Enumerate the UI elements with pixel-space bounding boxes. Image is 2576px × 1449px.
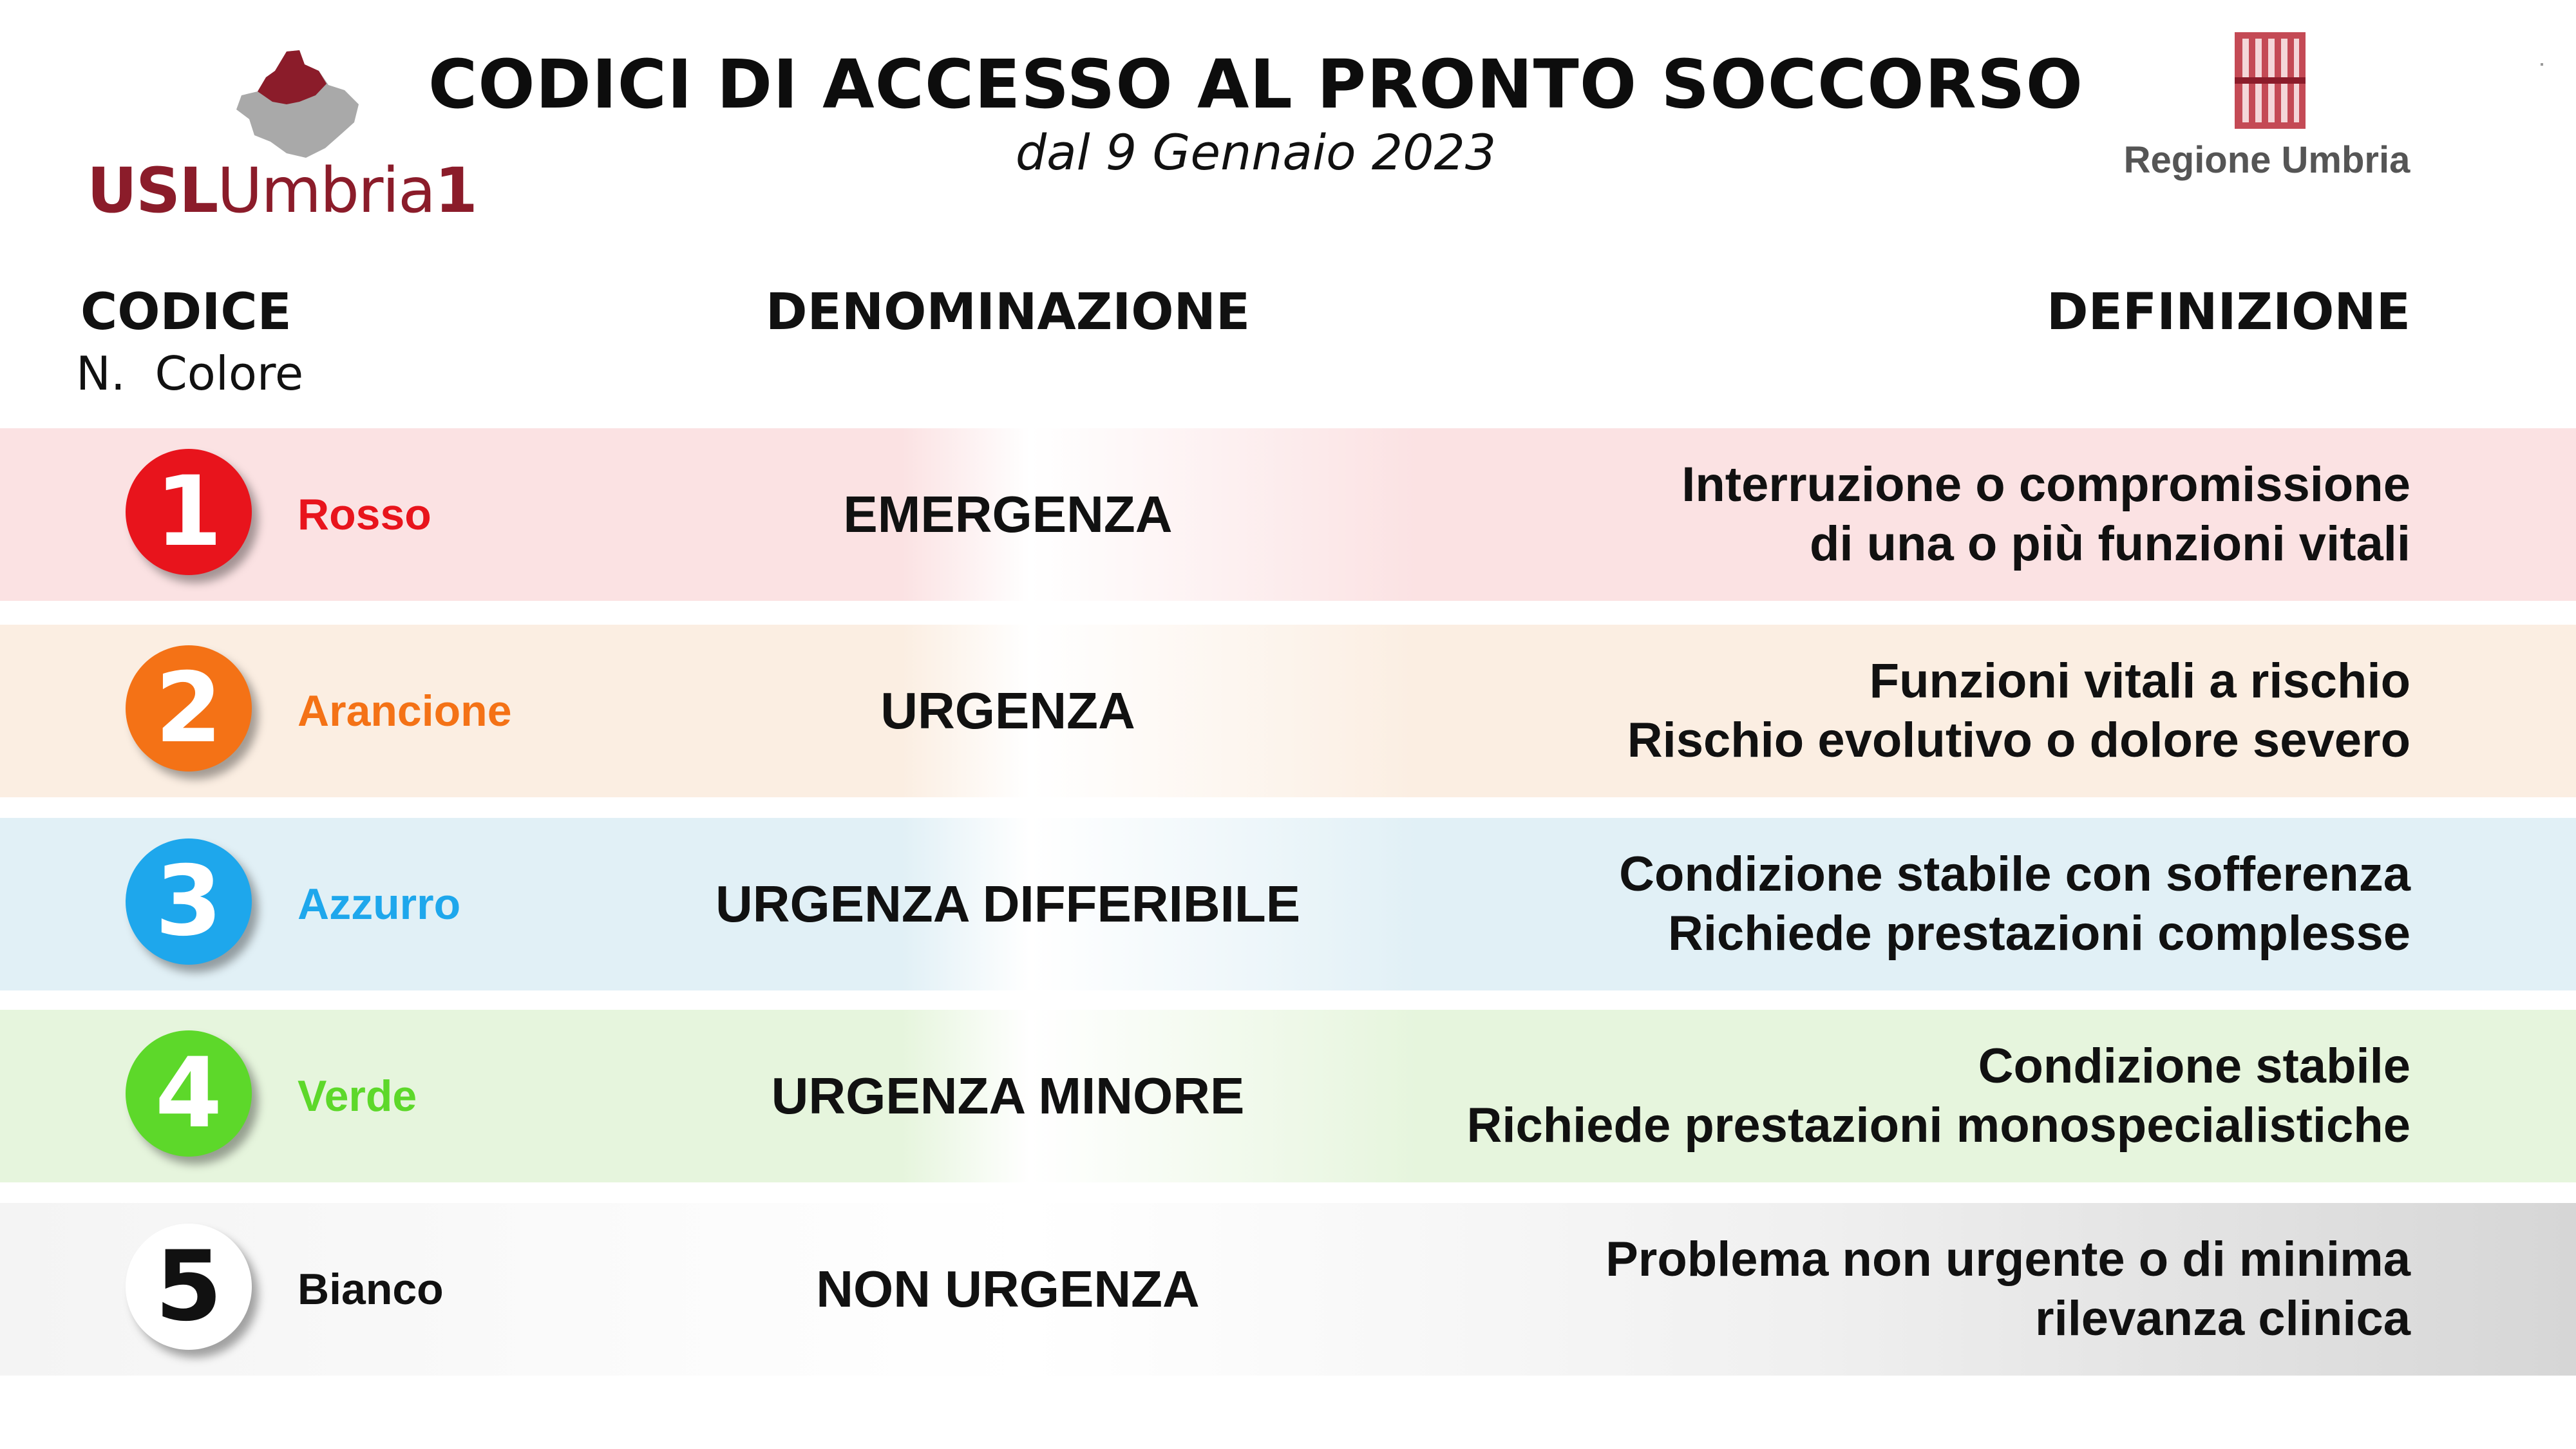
header-definizione: DEFINIZIONE bbox=[2046, 283, 2410, 341]
definizione-1-line-2: di una o più funzioni vitali bbox=[1809, 516, 2410, 571]
definizione-5-line-2: rilevanza clinica bbox=[2035, 1291, 2410, 1346]
denominazione-2: URGENZA bbox=[880, 682, 1135, 739]
usl-logo-bold: USL bbox=[87, 155, 218, 227]
denominazione-1: EMERGENZA bbox=[843, 486, 1173, 543]
color-name-2: Arancione bbox=[298, 687, 512, 735]
color-name-5: Bianco bbox=[298, 1265, 444, 1314]
definizione-5-line-1: Problema non urgente o di minima bbox=[1605, 1232, 2410, 1287]
header-denominazione: DENOMINAZIONE bbox=[765, 283, 1251, 341]
code-badge-3: 3 bbox=[126, 838, 252, 965]
table-row-5 bbox=[0, 1203, 2576, 1376]
usl-umbria-logo bbox=[87, 45, 477, 227]
definizione-2-line-1: Funzioni vitali a rischio bbox=[1869, 654, 2410, 708]
corner-dot bbox=[2541, 63, 2543, 66]
header-n-colore: N. Colore bbox=[76, 346, 304, 401]
definizione-2 bbox=[1627, 625, 2410, 797]
color-name-1: Rosso bbox=[298, 490, 431, 539]
definizione-4-line-1: Condizione stabile bbox=[1978, 1039, 2410, 1094]
regione-emblem-icon bbox=[2235, 32, 2306, 129]
usl-logo-num: 1 bbox=[434, 155, 477, 227]
color-name-3: Azzurro bbox=[298, 880, 461, 929]
definizione-3 bbox=[1619, 818, 2410, 990]
umbria-map-icon bbox=[190, 45, 383, 161]
definizione-3-line-2: Richiede prestazioni complesse bbox=[1667, 906, 2410, 961]
page-title: CODICI DI ACCESSO AL PRONTO SOCCORSO bbox=[428, 45, 2084, 124]
color-name-4: Verde bbox=[298, 1072, 417, 1121]
regione-umbria-logo bbox=[2112, 32, 2421, 187]
definizione-1-line-1: Interruzione o compromissione bbox=[1681, 457, 2410, 512]
definizione-3-line-1: Condizione stabile con sofferenza bbox=[1619, 847, 2410, 902]
code-badge-1: 1 bbox=[126, 449, 252, 575]
definizione-4-line-2: Richiede prestazioni monospecialistiche bbox=[1466, 1098, 2410, 1153]
code-badge-4: 4 bbox=[126, 1030, 252, 1157]
table-row-4 bbox=[0, 1010, 2576, 1182]
denominazione-3: URGENZA DIFFERIBILE bbox=[715, 875, 1301, 933]
definizione-4 bbox=[1466, 1010, 2410, 1182]
definizione-5 bbox=[1605, 1203, 2410, 1376]
usl-logo-thin: Umbria bbox=[217, 155, 435, 227]
definizione-1 bbox=[1681, 428, 2410, 601]
table-row-2 bbox=[0, 625, 2576, 797]
header-codice: CODICE bbox=[80, 283, 292, 341]
code-badge-2: 2 bbox=[126, 645, 252, 772]
denominazione-5: NON URGENZA bbox=[816, 1260, 1200, 1318]
denominazione-4: URGENZA MINORE bbox=[771, 1067, 1245, 1124]
regione-logo-text: Regione Umbria bbox=[2123, 139, 2410, 181]
table-row-3 bbox=[0, 818, 2576, 990]
definizione-2-line-2: Rischio evolutivo o dolore severo bbox=[1627, 713, 2410, 768]
code-badge-5: 5 bbox=[126, 1224, 252, 1350]
page-subtitle: dal 9 Gennaio 2023 bbox=[1015, 124, 1497, 181]
table-row-1 bbox=[0, 428, 2576, 601]
